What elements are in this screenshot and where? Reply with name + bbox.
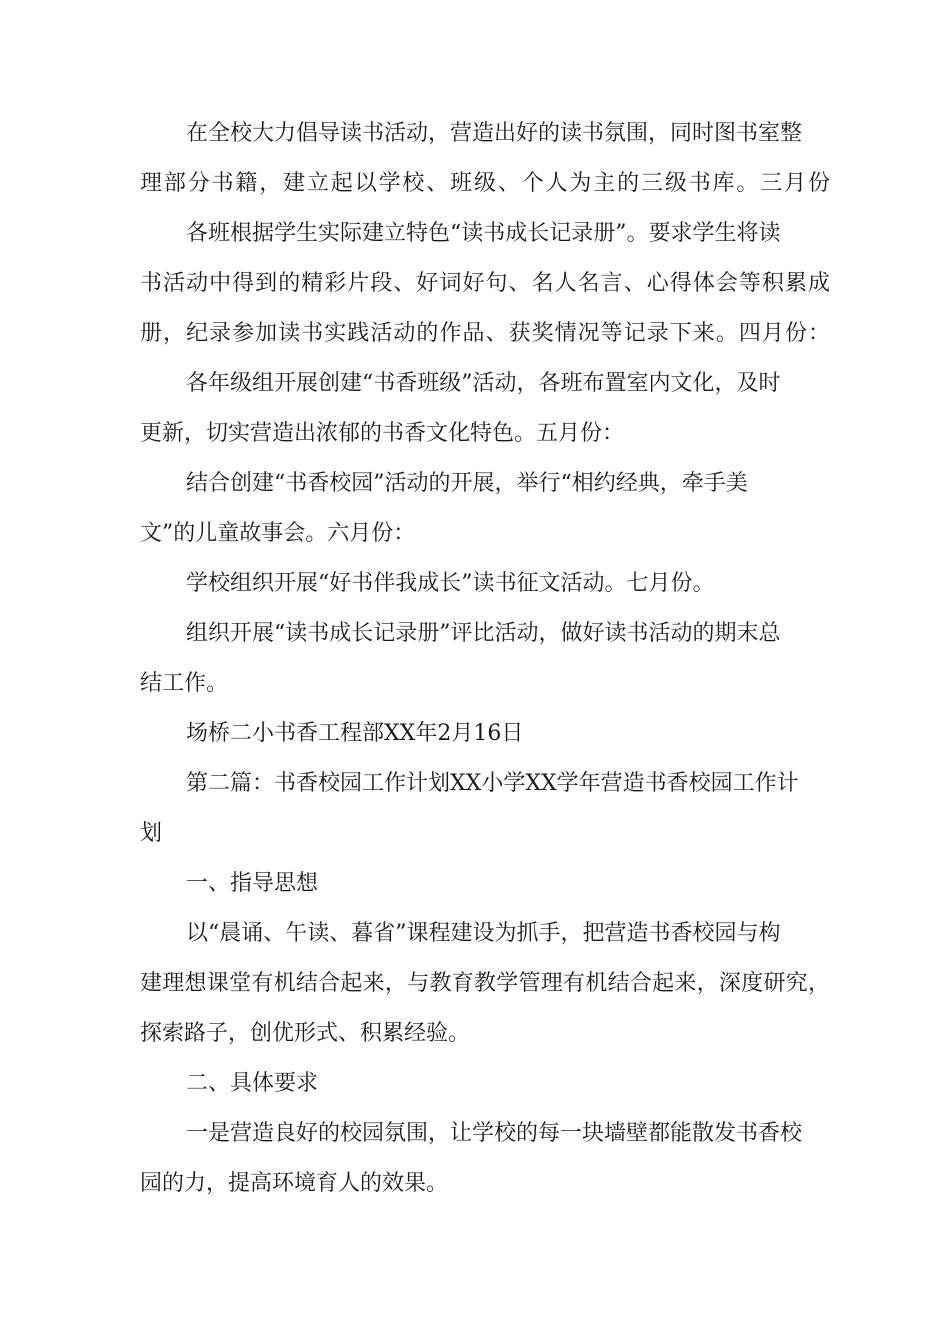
- paragraph-line: 更新，切实营造出浓郁的书香文化特色。五月份：: [140, 421, 625, 446]
- paragraph-line: 园的力，提高环境育人的效果。: [140, 1171, 449, 1196]
- paragraph-line: 结合创建“书香校园”活动的开展，举行“相约经典，牵手美: [186, 471, 748, 496]
- section-title-line: 划: [140, 821, 163, 846]
- paragraph-line: 书活动中得到的精彩片段、好词好句、名人名言、心得体会等积累成: [140, 271, 830, 296]
- paragraph-line: 探索路子，创优形式、积累经验。: [140, 1021, 471, 1046]
- paragraph-line: 各年级组开展创建“书香班级”活动，各班布置室内文化，及时: [186, 371, 781, 396]
- paragraph-line: 文”的儿童故事会。六月份：: [140, 521, 416, 546]
- signature-line: 场桥二小书香工程部XX年2月16日: [186, 721, 524, 746]
- heading-guiding-ideology: 一、指导思想: [186, 871, 319, 896]
- paragraph-line: 各班根据学生实际建立特色“读书成长记录册”。要求学生将读: [186, 221, 781, 246]
- section-title-line: 第二篇：书香校园工作计划XX小学XX学年营造书香校园工作计: [186, 771, 799, 796]
- paragraph-line: 一是营造良好的校园氛围，让学校的每一块墙壁都能散发书香校: [186, 1121, 803, 1146]
- paragraph-line: 以“晨诵、午读、暮省”课程建设为抓手，把营造书香校园与构: [186, 921, 781, 946]
- paragraph-line: 建理想课堂有机结合起来，与教育教学管理有机结合起来，深度研究，: [140, 971, 830, 996]
- paragraph-line: 在全校大力倡导读书活动，营造出好的读书氛围，同时图书室整: [186, 121, 803, 146]
- paragraph-line: 册，纪录参加读书实践活动的作品、获奖情况等记录下来。四月份：: [140, 321, 830, 346]
- paragraph-line: 组织开展“读书成长记录册”评比活动，做好读书活动的期末总: [186, 621, 781, 646]
- paragraph-line: 理部分书籍，建立起以学校、班级、个人为主的三级书库。三月份: [140, 171, 830, 196]
- paragraph-line: 学校组织开展“好书伴我成长”读书征文活动。七月份。: [186, 571, 715, 596]
- paragraph-line: 结工作。: [140, 671, 229, 696]
- heading-specific-requirements: 二、具体要求: [186, 1071, 319, 1096]
